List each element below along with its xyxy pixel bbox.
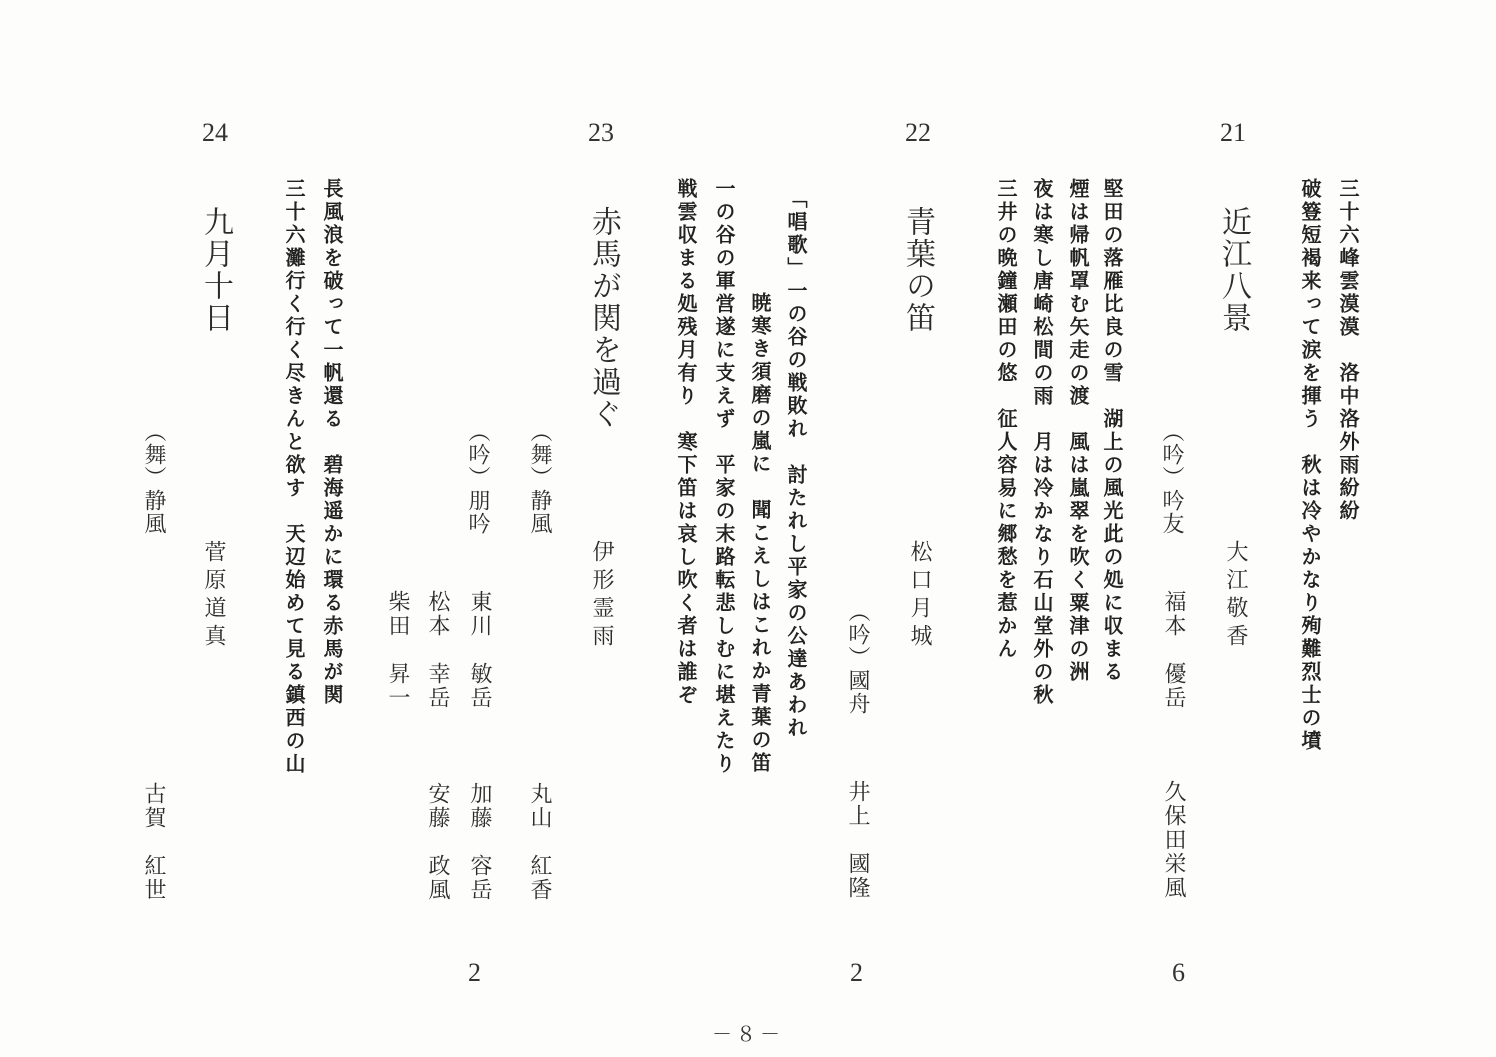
- poem-author: 伊形霊雨: [589, 540, 614, 652]
- performer-role: （吟）吟友: [1159, 420, 1184, 535]
- performer-count: 2: [850, 958, 863, 987]
- dance-performer: 古賀 紅世: [141, 782, 166, 902]
- performer-role: （吟）國舟: [845, 600, 870, 715]
- poem-line: 三十六灘行く行く尽きんと欲す 天辺始めて見る鎮西の山: [282, 178, 306, 776]
- poem-line: 煙は帰帆罩む矢走の渡 風は嵐翠を吹く粟津の洲: [1066, 178, 1090, 684]
- poem-line: 堅田の落雁比良の雪 湖上の風光此の処に収まる: [1100, 178, 1124, 684]
- performer-name: 松本 幸岳: [425, 590, 450, 710]
- dance-role: （舞）静風: [141, 420, 166, 535]
- performer-count: 2: [468, 958, 481, 987]
- performer-name: 久保田栄風: [1161, 780, 1186, 900]
- dance-role: （舞）静風: [527, 420, 552, 535]
- entry-number-21: 21: [1220, 118, 1246, 147]
- poem-line: 三十六峰雲漠漠 洛中洛外雨紛紛: [1336, 178, 1360, 523]
- poem-line: 戦雲収まる処残月有り 寒下笛は哀し吹く者は誰ぞ: [674, 178, 698, 707]
- page-number: －８－: [712, 1022, 784, 1046]
- entry-number-24: 24: [202, 118, 228, 147]
- poem-author: 大江敬香: [1223, 540, 1248, 652]
- poem-line: 暁寒き須磨の嵐に 聞こえしはこれか青葉の笛: [748, 292, 772, 775]
- performer-name: 柴田 昇一: [385, 590, 410, 710]
- performer-name: 井上 國隆: [845, 780, 870, 900]
- poem-author: 菅原道真: [201, 540, 226, 652]
- dance-performer: 丸山 紅香: [527, 782, 552, 902]
- poem-author: 松口月城: [907, 540, 932, 652]
- poem-title: 九月十日: [198, 206, 233, 334]
- poem-line: 「唱歌」一の谷の戦敗れ 討たれし平家の公達あわれ: [784, 188, 808, 740]
- poem-line: 夜は寒し唐崎松間の雨 月は冷かなり石山堂外の秋: [1030, 178, 1054, 707]
- poem-line: 一の谷の軍営遂に支えず 平家の末路転悲しむに堪えたり: [712, 178, 736, 776]
- entry-number-23: 23: [588, 118, 614, 147]
- performer-count: 6: [1172, 958, 1185, 987]
- entry-number-22: 22: [905, 118, 931, 147]
- performer-name: 安藤 政風: [425, 782, 450, 902]
- poem-title: 青葉の笛: [900, 206, 935, 334]
- performer-name: 東川 敏岳: [467, 590, 492, 710]
- poem-title: 赤馬が関を過ぐ: [586, 206, 621, 430]
- poem-line: 三井の晩鐘瀬田の悠 征人容易に郷愁を惹かん: [994, 178, 1018, 661]
- performer-role: （吟）朋吟: [465, 420, 490, 535]
- poem-line: 破簦短褐来って涙を揮う 秋は冷やかなり殉難烈士の墳: [1298, 178, 1322, 753]
- performer-name: 福本 優岳: [1161, 590, 1186, 710]
- performer-name: 加藤 容岳: [467, 782, 492, 902]
- poem-line: 長風浪を破って一帆還る 碧海遥かに環る赤馬が関: [320, 178, 344, 707]
- poem-title: 近江八景: [1216, 206, 1251, 334]
